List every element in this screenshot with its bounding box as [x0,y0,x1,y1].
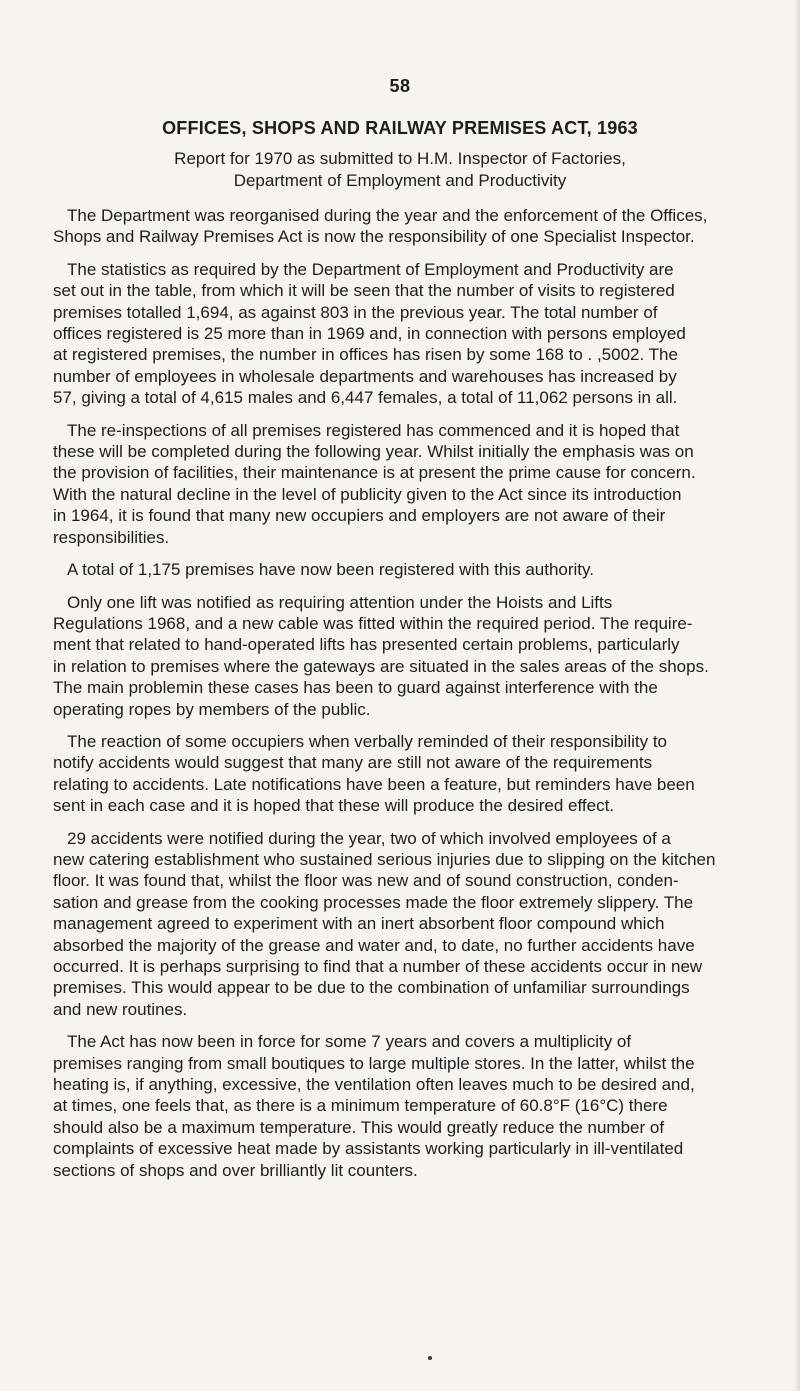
paragraph-line: Regulations 1968, and a new cable was fitted within the required period. The require- [53,613,693,633]
paragraph-line: The reaction of some occupiers when verbally reminded of their responsibility to [67,731,668,751]
paragraph [53,559,773,580]
paragraph-line: The Department was reorganised during the year and the enforcement of the Offices, [67,206,708,225]
paragraph-line: The Act has now been in force for some 7 years and covers a multiplicity of [67,1032,632,1052]
paragraph-line: sections of shops and over brilliantly lit counters. [53,1160,418,1180]
paragraph-line: set out in the table, from which it will be seen that the number of visits to registered [53,281,675,301]
paragraph [53,592,773,720]
paragraph-line: number of employees in wholesale departments and warehouses has increased by [53,366,677,386]
paragraph-line: 57, giving a total of 4,615 males and 6,447 females, a total of 11,062 persons in all. [53,388,678,408]
paragraph-line: ment that related to hand-operated lifts has presented certain problems, particularly [53,635,680,655]
subtitle-line: Department of Employment and Productivity [233,171,567,190]
document-subtitle [0,148,800,192]
paragraph-line: sent in each case and it is hoped that these will produce the desired effect. [53,796,615,816]
paragraph-line: absorbed the majority of the grease and water and, to date, no further accidents have [53,935,695,955]
ink-speck [428,1356,432,1360]
paragraph-line: Shops and Railway Premises Act is now the responsibility of one Specialist Inspector. [53,227,695,247]
subtitle-line: Report for 1970 as submitted to H.M. Inspector of Factories, [174,149,626,168]
paragraph [53,205,773,248]
paragraph-line: notify accidents would suggest that many are still not aware of the requirements [53,753,653,773]
paragraph-line: operating ropes by members of the public. [53,699,371,719]
paragraph-line: floor. It was found that, whilst the floor was new and of sound construction, conden- [53,871,679,891]
paragraph-line: new catering establishment who sustained serious injuries due to slipping on the kitchen [53,849,716,869]
paragraph-line: The statistics as required by the Department of Employment and Productivity are [67,259,674,279]
paragraph [53,828,773,1021]
paragraph-line: in relation to premises where the gateways are situated in the sales areas of the shops. [53,656,709,676]
paragraph [53,731,773,817]
paragraph-line: relating to accidents. Late notifications have been a feature, but reminders have been [53,774,695,794]
paragraph-line: these will be completed during the following year. Whilst initially the emphasis was on [53,442,694,462]
paragraph-line: sation and grease from the cooking processes made the floor extremely slippery. The [53,892,694,912]
paragraph-line: and new routines. [53,999,188,1019]
paragraph-line: Only one lift was notified as requiring attention under the Hoists and Lifts [67,592,613,612]
paragraph-line: A total of 1,175 premises have now been registered with this authority. [67,560,594,580]
paragraph-line: in 1964, it is found that many new occupiers and employers are not aware of their [53,506,666,526]
paragraph-line: premises. This would appear to be due to the combination of unfamiliar surroundings [53,978,690,998]
body-text [53,205,773,1192]
paragraph-line: With the natural decline in the level of publicity given to the Act since its introduction [53,484,682,504]
paragraph [53,1031,773,1181]
paragraph-line: at times, one feels that, as there is a minimum temperature of 60.8°F (16°C) there [53,1096,668,1116]
paragraph-line: 29 accidents were notified during the year, two of which involved employees of a [67,828,671,848]
paragraph-line: heating is, if anything, excessive, the ventilation often leaves much to be desired and, [53,1075,695,1095]
paragraph-line: complaints of excessive heat made by assistants working particularly in ill-ventilated [53,1139,684,1159]
paragraph-line: The re-inspections of all premises registered has commenced and it is hoped that [67,420,680,440]
paragraph-line: premises totalled 1,694, as against 803 in the previous year. The total number of [53,302,658,322]
paragraph [53,259,773,409]
paragraph [53,420,773,548]
paragraph-line: the provision of facilities, their maintenance is at present the prime cause for concern. [53,463,696,483]
page-number: 58 [389,76,411,96]
paragraph-line: responsibilities. [53,527,170,547]
paragraph-line: management agreed to experiment with an inert absorbent floor compound which [53,914,665,934]
paragraph-line: should also be a maximum temperature. This would greatly reduce the number of [53,1117,665,1137]
page-edge-shadow [794,0,800,1391]
paragraph-line: The main problemin these cases has been to guard against interference with the [53,678,658,698]
paragraph-line: offices registered is 25 more than in 1969 and, in connection with persons employed [53,324,686,344]
paragraph-line: occurred. It is perhaps surprising to find that a number of these accidents occur in new [53,957,703,976]
paragraph-line: at registered premises, the number in offices has risen by some 168 to . ,5002. The [53,345,678,365]
paragraph-line: premises ranging from small boutiques to large multiple stores. In the latter, whilst the [53,1053,695,1073]
document-title: OFFICES, SHOPS AND RAILWAY PREMISES ACT, 1963 [162,118,638,138]
